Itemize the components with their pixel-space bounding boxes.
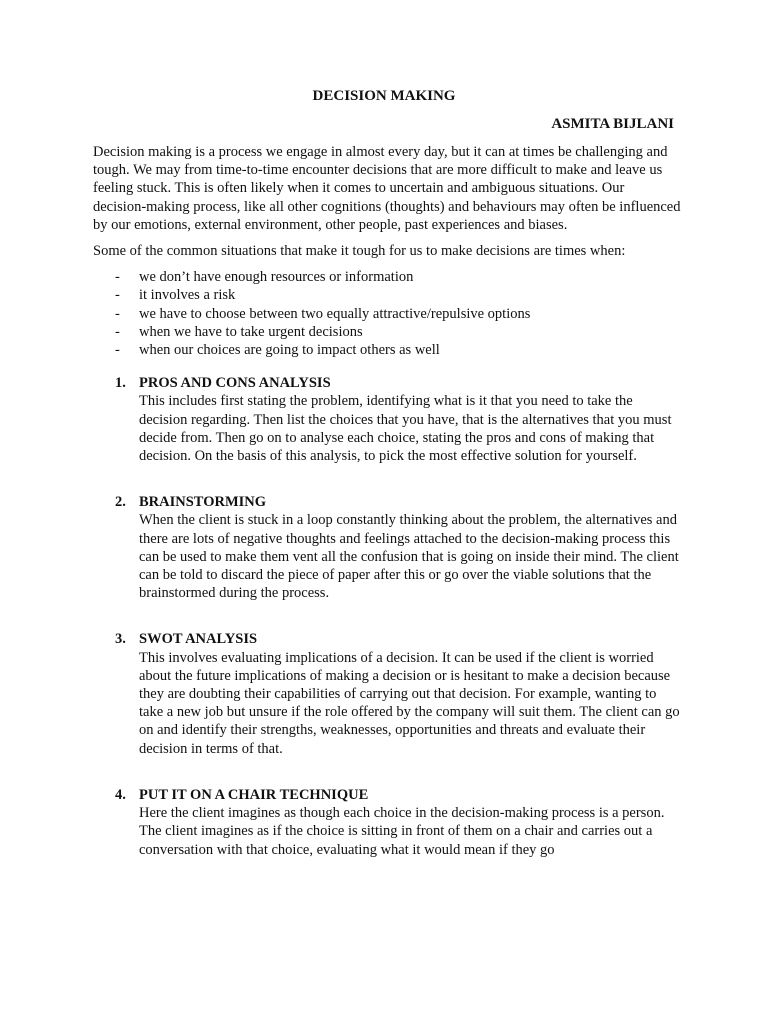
- list-item: [93, 305, 681, 323]
- list-item-text: when we have to take urgent decisions: [139, 323, 363, 340]
- section-text: When the client is stuck in a loop constantly thinking about the problem, the alternatives and there are lots of negative thoughts and feelings attached to the decision-making process this can be used to make them vent all the confusion that is going on inside their mind. The client can be told to discard the piece of paper after this or go over the viable solutions that the brainstormed during the process.: [139, 512, 679, 602]
- bullet-marker: -: [115, 287, 120, 304]
- list-item-text: we don’t have enough resources or information: [139, 269, 414, 286]
- list-item-text: when our choices are going to impact others as well: [139, 342, 440, 359]
- section-heading-text: SWOT ANALYSIS: [139, 631, 258, 648]
- bullet-marker: -: [115, 305, 120, 322]
- list-item-text: we have to choose between two equally attractive/repulsive options: [139, 305, 531, 322]
- bullet-marker: -: [115, 323, 120, 340]
- section-chair-technique: [93, 786, 681, 859]
- section-number: 2.: [115, 494, 126, 511]
- document-body: [93, 143, 681, 859]
- section-heading: [93, 493, 681, 511]
- situations-list: [93, 268, 681, 359]
- list-item: [93, 286, 681, 304]
- list-item: [93, 341, 681, 359]
- section-number: 1.: [115, 375, 126, 392]
- section-brainstorming: [93, 493, 681, 602]
- list-item: [93, 323, 681, 341]
- situations-intro: Some of the common situations that make it tough for us to make decisions are times when:: [93, 243, 626, 260]
- section-heading-text: PUT IT ON A CHAIR TECHNIQUE: [139, 786, 369, 803]
- bullet-marker: -: [115, 342, 120, 359]
- section-text: Here the client imagines as though each choice in the decision-making process is a person. The client imagines as if the choice is sitting in front of them on a chair and carries out a conversation with that choice, evaluating what it would mean if they go: [139, 805, 665, 858]
- document-title: DECISION MAKING: [312, 88, 456, 104]
- bullet-marker: -: [115, 269, 120, 286]
- intro-paragraph: Decision making is a process we engage in almost every day, but it can at times be challenging and tough. We may from time-to-time encounter decisions that are more difficult to make and leave us feeling stuck. This is often likely when it comes to uncertain and ambiguous situations. Our decision-making process, like all other cognitions (thoughts) and behaviours may often be influenced by our emotions, external environment, other people, past experiences and biases.: [93, 144, 681, 233]
- author-name: ASMITA BIJLANI: [551, 116, 674, 132]
- section-heading-text: BRAINSTORMING: [139, 494, 267, 511]
- section-heading: [93, 630, 681, 648]
- section-heading: [93, 374, 681, 392]
- list-item: [93, 268, 681, 286]
- section-swot-analysis: [93, 630, 681, 757]
- section-pros-and-cons: [93, 374, 681, 465]
- section-heading-text: PROS AND CONS ANALYSIS: [139, 375, 331, 392]
- section-text: This includes first stating the problem, identifying what is it that you need to take the decision regarding. Then list the choices that you have, that is the alternatives that you must decide from. Then go on to analyse each choice, stating the pros and cons of making that decision. On the basis of this analysis, to pick the most effective solution for yourself.: [139, 393, 672, 465]
- section-number: 3.: [115, 631, 126, 648]
- section-number: 4.: [115, 786, 126, 803]
- section-heading: [93, 786, 681, 804]
- section-text: This involves evaluating implications of a decision. It can be used if the client is worried about the future implications of making a decision or is hesitant to make a decision because they are doubting their capabilities of carrying out that decision. For example, wanting to take a new job but unsure if the role offered by the company will suit them. The client can go on and identify their strengths, weaknesses, opportunities and threats and evaluate their decision in terms of that.: [139, 649, 680, 757]
- list-item-text: it involves a risk: [139, 287, 236, 304]
